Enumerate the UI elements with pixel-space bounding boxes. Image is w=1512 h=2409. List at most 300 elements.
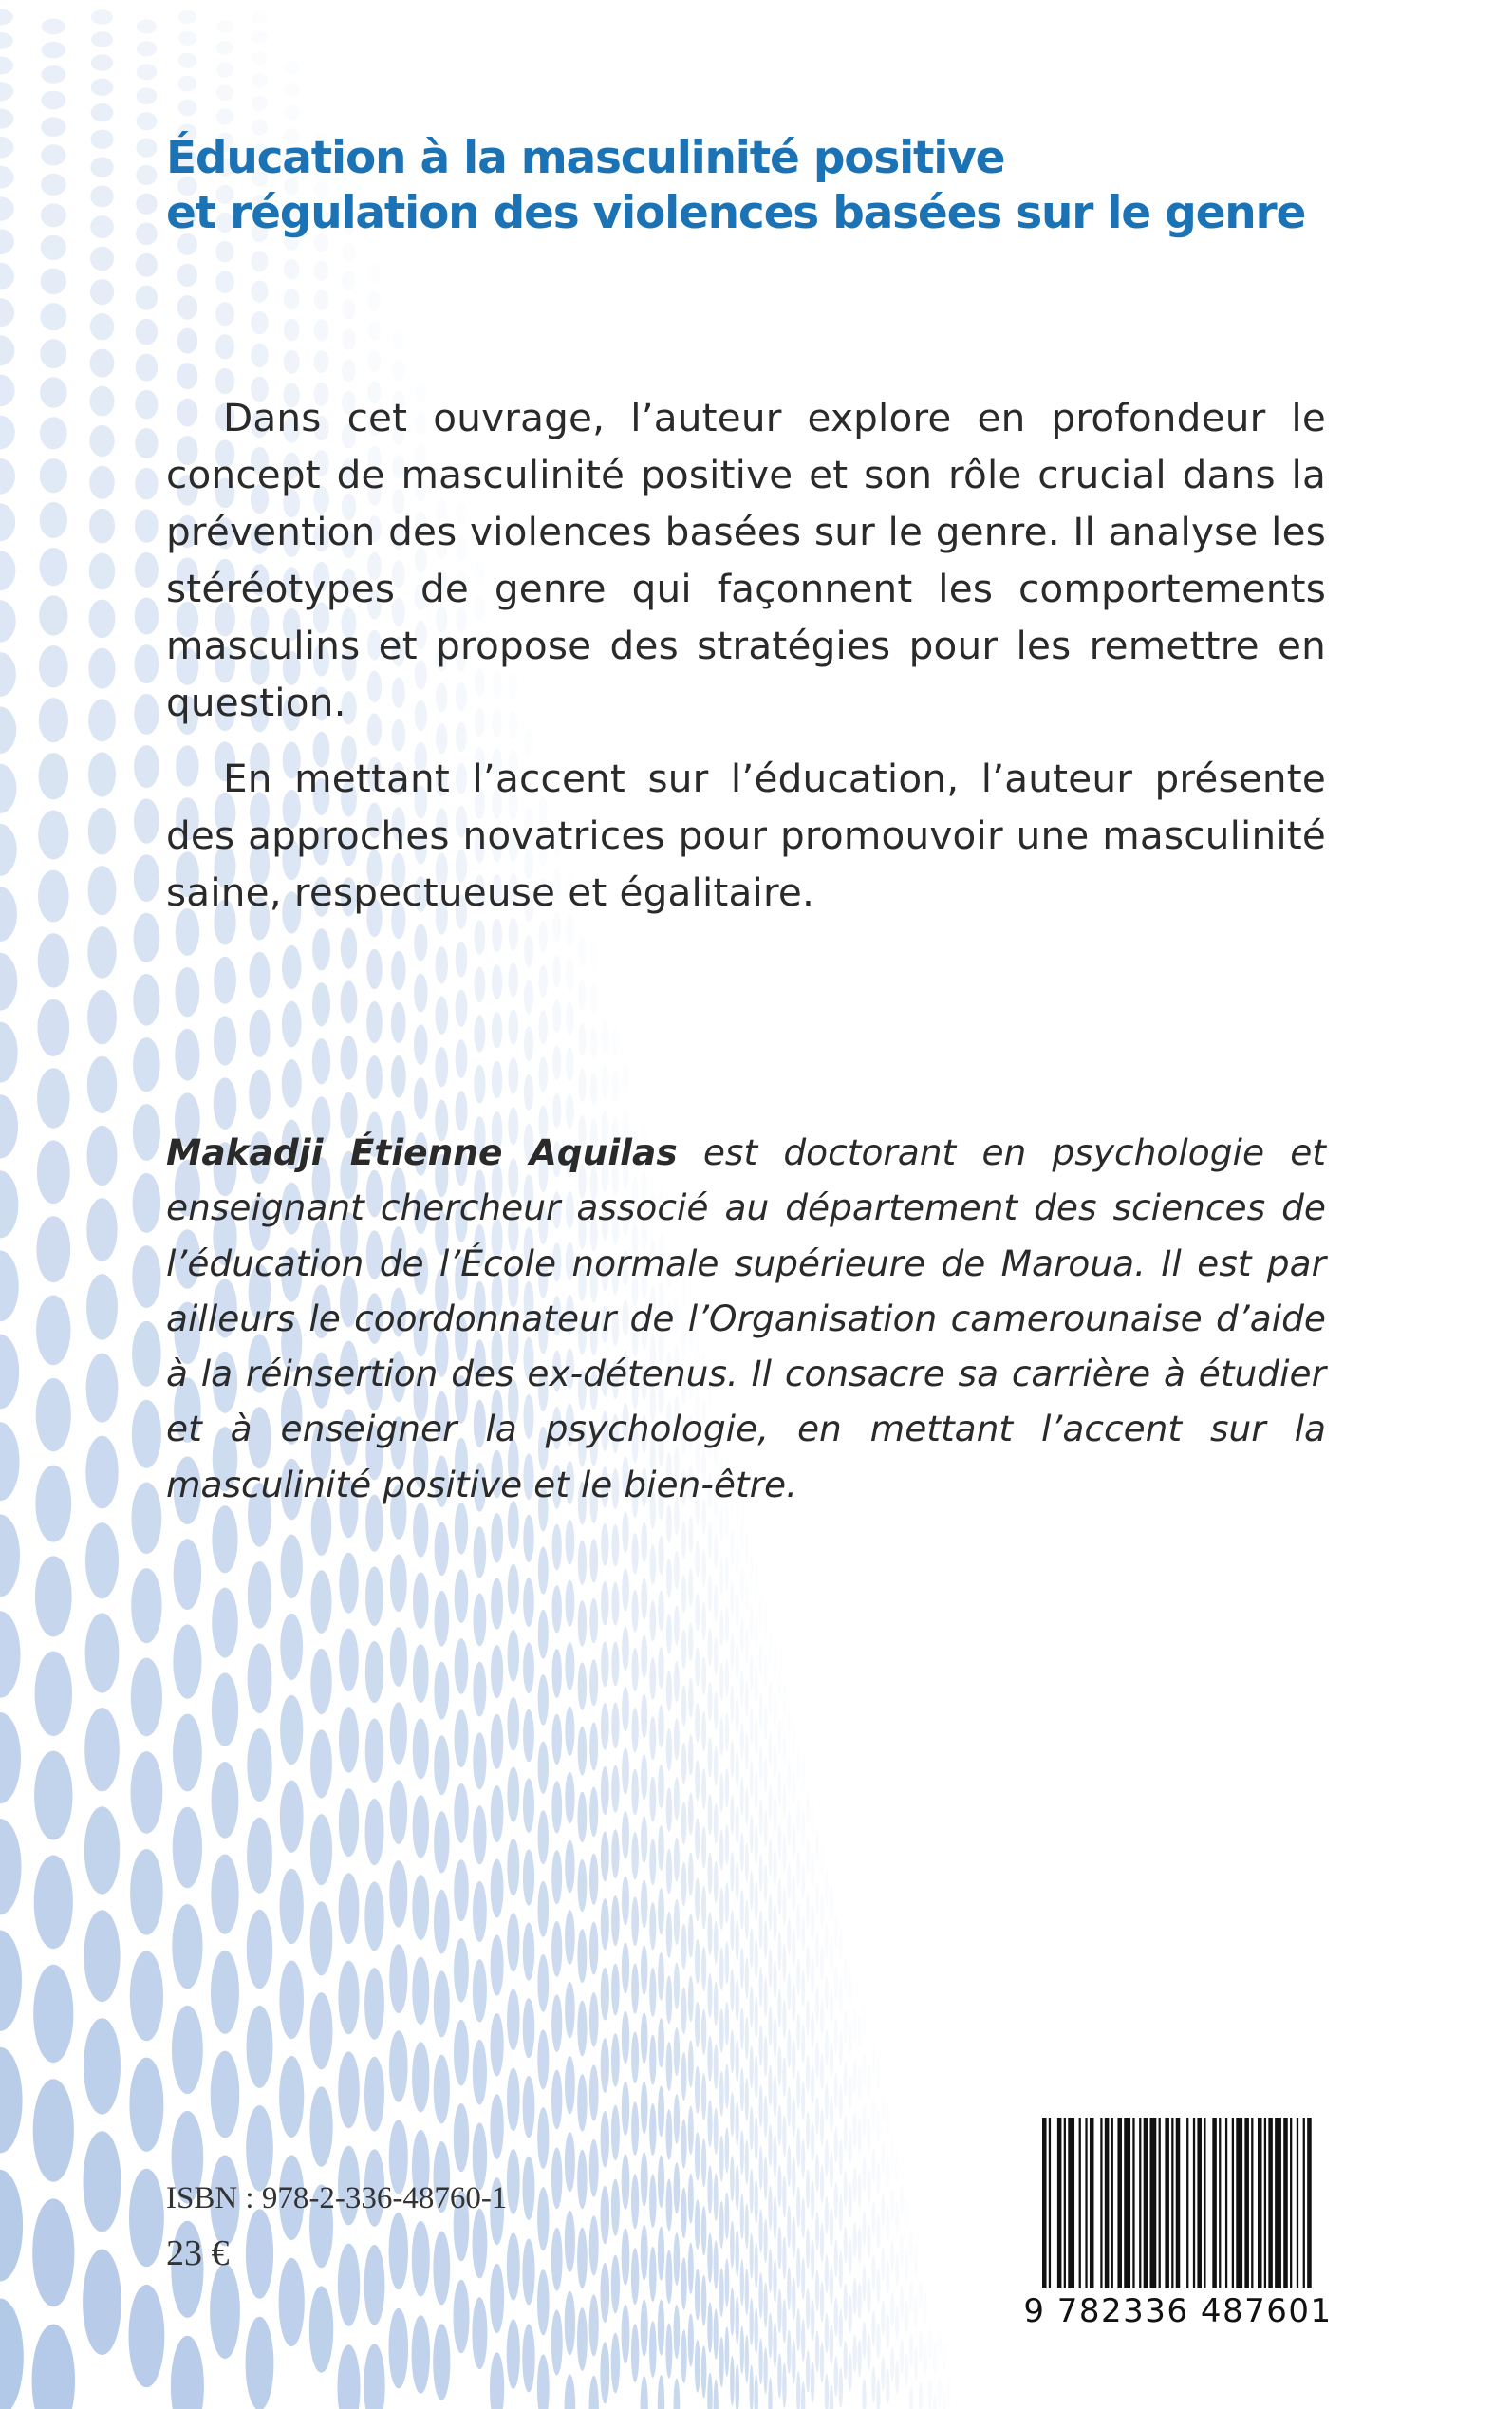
pattern-dot bbox=[867, 2065, 870, 2099]
pattern-dot bbox=[763, 2283, 767, 2328]
pattern-dot bbox=[871, 2045, 875, 2078]
pattern-dot bbox=[764, 1705, 768, 1740]
pattern-dot bbox=[601, 2111, 609, 2167]
pattern-dot bbox=[631, 2248, 639, 2305]
pattern-dot bbox=[658, 2086, 664, 2138]
pattern-dot bbox=[474, 1594, 487, 1647]
pattern-dot bbox=[41, 203, 66, 227]
pattern-dot bbox=[658, 1825, 664, 1871]
pattern-dot bbox=[745, 2269, 749, 2315]
pattern-dot bbox=[701, 1711, 706, 1751]
pattern-dot bbox=[844, 2283, 848, 2321]
pattern-dot bbox=[490, 2352, 504, 2409]
pattern-dot bbox=[919, 2381, 923, 2409]
pattern-dot bbox=[857, 2340, 861, 2378]
pattern-dot bbox=[806, 2350, 810, 2393]
pattern-dot bbox=[707, 2036, 712, 2082]
pattern-dot bbox=[611, 1829, 619, 1878]
pattern-dot bbox=[768, 2064, 772, 2106]
pattern-dot bbox=[0, 1422, 20, 1501]
pattern-dot bbox=[368, 350, 382, 372]
pattern-dot bbox=[284, 319, 300, 342]
pattern-dot bbox=[251, 311, 268, 334]
pattern-dot bbox=[830, 2208, 833, 2246]
pattern-dot bbox=[764, 1920, 768, 1959]
pattern-dot bbox=[433, 2232, 450, 2306]
pattern-dot bbox=[886, 2368, 889, 2403]
pattern-dot bbox=[758, 2338, 762, 2384]
barcode-bar bbox=[1176, 2118, 1181, 2288]
pattern-dot bbox=[839, 2194, 843, 2232]
pattern-dot bbox=[755, 1881, 758, 1920]
pattern-dot bbox=[714, 1920, 719, 1963]
pattern-dot bbox=[844, 2341, 848, 2380]
pattern-dot bbox=[83, 2250, 121, 2355]
pattern-dot bbox=[755, 1667, 758, 1702]
pattern-dot bbox=[839, 2308, 843, 2347]
pattern-dot bbox=[815, 2270, 819, 2311]
pattern-dot bbox=[736, 2230, 739, 2277]
pattern-dot bbox=[740, 1567, 744, 1602]
pattern-dot bbox=[0, 458, 15, 495]
pattern-dot bbox=[338, 2344, 361, 2409]
pattern-dot bbox=[674, 2162, 681, 2213]
pattern-dot bbox=[801, 2197, 805, 2238]
pattern-dot bbox=[284, 61, 299, 75]
pattern-dot bbox=[707, 2302, 712, 2353]
pattern-dot bbox=[755, 1826, 758, 1864]
pattern-dot bbox=[688, 2314, 694, 2367]
pattern-dot bbox=[839, 2368, 843, 2408]
pattern-dot bbox=[280, 1781, 304, 1853]
pattern-dot bbox=[492, 1061, 502, 1099]
pattern-dot bbox=[755, 2243, 758, 2288]
pattern-dot bbox=[173, 1807, 202, 1889]
pattern-dot bbox=[740, 1618, 744, 1654]
price-label: 23 € bbox=[166, 2233, 230, 2273]
pattern-dot bbox=[0, 1170, 18, 1238]
pattern-dot bbox=[390, 1555, 407, 1612]
pattern-dot bbox=[35, 1556, 72, 1636]
pattern-dot bbox=[871, 2310, 875, 2346]
pattern-dot bbox=[806, 1892, 810, 1927]
pattern-dot bbox=[740, 1518, 744, 1552]
pattern-dot bbox=[177, 295, 197, 320]
pattern-dot bbox=[0, 1094, 18, 1158]
pattern-dot bbox=[736, 1643, 739, 1679]
pattern-dot bbox=[631, 1648, 638, 1691]
pattern-dot bbox=[473, 1662, 486, 1717]
pattern-dot bbox=[631, 2031, 639, 2083]
pattern-dot bbox=[0, 1611, 21, 1698]
pattern-dot bbox=[84, 1806, 120, 1894]
pattern-dot bbox=[632, 1533, 639, 1574]
pattern-dot bbox=[750, 1986, 754, 2027]
pattern-dot bbox=[688, 1622, 693, 1661]
pattern-dot bbox=[708, 1794, 713, 1835]
pattern-dot bbox=[714, 1691, 719, 1730]
pattern-dot bbox=[508, 1564, 519, 1615]
pattern-dot bbox=[136, 165, 157, 185]
pattern-dot bbox=[41, 65, 65, 84]
pattern-dot bbox=[825, 2083, 829, 2120]
pattern-dot bbox=[252, 251, 269, 271]
pattern-dot bbox=[820, 2282, 824, 2322]
pattern-dot bbox=[566, 1047, 574, 1081]
pattern-dot bbox=[492, 964, 502, 999]
pattern-dot bbox=[539, 1010, 549, 1044]
pattern-dot bbox=[708, 1912, 713, 1955]
pattern-dot bbox=[736, 1750, 739, 1788]
pattern-dot bbox=[565, 2291, 575, 2355]
barcode-bar bbox=[1105, 2118, 1110, 2288]
pattern-dot bbox=[491, 1714, 503, 1769]
pattern-dot bbox=[622, 2229, 630, 2286]
pattern-dot bbox=[681, 1924, 687, 1970]
pattern-dot bbox=[782, 2299, 786, 2343]
pattern-dot bbox=[649, 2321, 657, 2378]
pattern-dot bbox=[768, 2312, 772, 2358]
pattern-dot bbox=[565, 1707, 574, 1756]
pattern-dot bbox=[736, 1805, 739, 1844]
pattern-dot bbox=[792, 2340, 795, 2383]
pattern-dot bbox=[523, 1578, 534, 1627]
pattern-dot bbox=[392, 360, 404, 382]
pattern-dot bbox=[0, 1819, 22, 1914]
pattern-dot bbox=[631, 1964, 639, 2014]
pattern-dot bbox=[601, 1968, 609, 2021]
pattern-dot bbox=[792, 1771, 795, 1805]
pattern-dot bbox=[631, 1769, 639, 1816]
pattern-dot bbox=[0, 652, 16, 697]
pattern-dot bbox=[909, 2231, 913, 2262]
pattern-dot bbox=[867, 2117, 870, 2151]
pattern-dot bbox=[565, 1772, 574, 1823]
pattern-dot bbox=[34, 1751, 72, 1840]
pattern-dot bbox=[537, 2107, 549, 2169]
pattern-dot bbox=[649, 2247, 657, 2302]
pattern-dot bbox=[507, 1767, 519, 1822]
pattern-dot bbox=[90, 247, 114, 271]
pattern-dot bbox=[36, 1378, 71, 1451]
pattern-dot bbox=[89, 600, 116, 639]
pattern-dot bbox=[681, 1802, 687, 1845]
pattern-dot bbox=[725, 2127, 730, 2174]
pattern-dot bbox=[412, 1875, 429, 1940]
pattern-dot bbox=[777, 2289, 781, 2334]
pattern-dot bbox=[853, 2060, 857, 2094]
pattern-dot bbox=[759, 1854, 763, 1892]
isbn-label: ISBN : 978-2-336-48760-1 bbox=[166, 2181, 508, 2215]
pattern-dot bbox=[551, 1781, 562, 1833]
pattern-dot bbox=[342, 299, 356, 320]
pattern-dot bbox=[815, 1830, 819, 1864]
pattern-dot bbox=[537, 1954, 549, 2012]
pattern-dot bbox=[801, 2319, 805, 2362]
pattern-dot bbox=[730, 2288, 735, 2336]
book-title-line-2: et régulation des violences basées sur le genre bbox=[166, 187, 1306, 239]
barcode-bar bbox=[1219, 2118, 1221, 2288]
pattern-dot bbox=[815, 1987, 819, 2023]
pattern-dot bbox=[578, 1069, 586, 1102]
pattern-dot bbox=[390, 1702, 407, 1764]
pattern-dot bbox=[815, 2154, 819, 2193]
pattern-dot bbox=[611, 1641, 619, 1686]
pattern-dot bbox=[768, 2378, 772, 2409]
pattern-dot bbox=[750, 1871, 754, 1911]
pattern-dot bbox=[844, 2226, 848, 2263]
pattern-dot bbox=[774, 1642, 777, 1676]
pattern-dot bbox=[777, 2105, 781, 2146]
pattern-dot bbox=[491, 2013, 504, 2076]
pattern-dot bbox=[40, 417, 67, 449]
barcode-bar bbox=[1079, 2118, 1081, 2288]
pattern-dot bbox=[730, 2029, 734, 2073]
pattern-dot bbox=[85, 1613, 120, 1692]
pattern-dot bbox=[750, 1928, 754, 1969]
pattern-dot bbox=[90, 349, 115, 378]
pattern-dot bbox=[773, 2076, 776, 2117]
pattern-dot bbox=[414, 974, 427, 1013]
pattern-dot bbox=[736, 1592, 739, 1627]
pattern-dot bbox=[755, 2375, 758, 2409]
pattern-dot bbox=[681, 1522, 686, 1559]
pattern-dot bbox=[740, 2130, 744, 2175]
pattern-dot bbox=[708, 1682, 713, 1721]
pattern-dot bbox=[507, 2232, 520, 2300]
pattern-dot bbox=[801, 2082, 805, 2120]
pattern-dot bbox=[622, 2305, 630, 2363]
pattern-dot bbox=[787, 1917, 791, 1954]
pattern-dot bbox=[132, 1245, 160, 1308]
pattern-dot bbox=[174, 1539, 202, 1610]
pattern-dot bbox=[491, 1578, 503, 1630]
pattern-dot bbox=[849, 2295, 852, 2333]
pattern-dot bbox=[435, 1522, 449, 1576]
pattern-dot bbox=[701, 2206, 707, 2255]
pattern-dot bbox=[389, 2030, 408, 2102]
pattern-dot bbox=[314, 289, 329, 310]
pattern-dot bbox=[708, 1575, 713, 1612]
pattern-dot bbox=[730, 1581, 734, 1617]
pattern-dot bbox=[611, 1895, 620, 1946]
pattern-dot bbox=[551, 2148, 563, 2210]
pattern-dot bbox=[769, 1893, 773, 1931]
pattern-dot bbox=[552, 1092, 561, 1128]
barcode-bar bbox=[1268, 2118, 1273, 2288]
pattern-dot bbox=[473, 1959, 487, 2022]
pattern-dot bbox=[40, 303, 66, 330]
pattern-dot bbox=[853, 2113, 857, 2148]
pattern-dot bbox=[631, 1896, 639, 1946]
pattern-dot bbox=[909, 2282, 913, 2314]
pattern-dot bbox=[695, 2340, 700, 2393]
pattern-dot bbox=[764, 1977, 768, 2017]
pattern-dot bbox=[782, 1944, 786, 1982]
pattern-dot bbox=[552, 1585, 562, 1633]
pattern-dot bbox=[725, 2064, 730, 2108]
pattern-dot bbox=[41, 174, 66, 196]
pattern-dot bbox=[787, 2206, 791, 2248]
pattern-dot bbox=[764, 1757, 768, 1793]
pattern-dot bbox=[42, 42, 65, 59]
pattern-dot bbox=[736, 1861, 739, 1902]
pattern-dot bbox=[339, 1788, 359, 1857]
pattern-dot bbox=[688, 2040, 694, 2087]
pattern-dot bbox=[830, 2042, 833, 2078]
barcode-bar bbox=[1068, 2118, 1074, 2288]
pattern-dot bbox=[736, 1696, 739, 1733]
pattern-dot bbox=[491, 1645, 503, 1698]
pattern-dot bbox=[454, 1783, 468, 1843]
pattern-dot bbox=[764, 1653, 768, 1688]
pattern-dot bbox=[666, 1559, 672, 1598]
pattern-dot bbox=[0, 764, 16, 813]
pattern-dot bbox=[88, 808, 116, 855]
pattern-dot bbox=[806, 2055, 810, 2093]
pattern-dot bbox=[214, 1077, 237, 1130]
pattern-dot bbox=[85, 1522, 119, 1598]
pattern-dot bbox=[129, 2285, 165, 2387]
pattern-dot bbox=[40, 339, 66, 368]
pattern-dot bbox=[565, 2132, 575, 2192]
barcode-bar bbox=[1186, 2118, 1188, 2288]
pattern-dot bbox=[311, 1570, 332, 1634]
pattern-dot bbox=[719, 2201, 724, 2250]
pattern-dot bbox=[792, 1721, 795, 1755]
barcode-bar bbox=[1124, 2118, 1130, 2288]
barcode-bar bbox=[1042, 2118, 1047, 2288]
pattern-dot bbox=[214, 957, 236, 1004]
pattern-dot bbox=[750, 1605, 754, 1640]
pattern-dot bbox=[745, 2335, 749, 2383]
barcode-bar bbox=[1197, 2118, 1202, 2288]
pattern-dot bbox=[820, 2165, 824, 2204]
pattern-dot bbox=[725, 2193, 730, 2240]
pattern-dot bbox=[890, 2240, 894, 2273]
pattern-dot bbox=[87, 1126, 118, 1186]
pattern-dot bbox=[815, 2330, 819, 2372]
pattern-dot bbox=[215, 302, 234, 326]
pattern-dot bbox=[844, 2062, 848, 2097]
pattern-dot bbox=[666, 2178, 673, 2231]
pattern-dot bbox=[928, 2328, 932, 2360]
pattern-dot bbox=[89, 466, 115, 499]
pattern-dot bbox=[90, 386, 115, 417]
pattern-dot bbox=[839, 1978, 843, 2012]
barcode-bars bbox=[1042, 2118, 1314, 2288]
pattern-dot bbox=[251, 344, 268, 368]
pattern-dot bbox=[782, 1889, 786, 1926]
pattern-dot bbox=[755, 2179, 758, 2224]
pattern-dot bbox=[364, 2344, 384, 2409]
pattern-dot bbox=[750, 2169, 754, 2213]
pattern-dot bbox=[130, 1849, 163, 1935]
pattern-dot bbox=[933, 2342, 937, 2372]
pattern-dot bbox=[436, 996, 449, 1035]
pattern-dot bbox=[774, 1904, 777, 1942]
pattern-dot bbox=[681, 1988, 687, 2035]
pattern-dot bbox=[714, 2309, 719, 2360]
pattern-dot bbox=[745, 2017, 749, 2060]
pattern-dot bbox=[552, 999, 561, 1033]
pattern-dot bbox=[811, 2066, 814, 2104]
pattern-dot bbox=[577, 2228, 588, 2288]
pattern-dot bbox=[764, 1604, 768, 1638]
pattern-dot bbox=[862, 2322, 866, 2359]
pattern-dot bbox=[730, 1852, 734, 1893]
pattern-dot bbox=[820, 2053, 824, 2090]
pattern-dot bbox=[309, 2286, 333, 2372]
pattern-dot bbox=[815, 2097, 819, 2135]
pattern-dot bbox=[87, 926, 116, 979]
pattern-dot bbox=[247, 1728, 271, 1802]
pattern-dot bbox=[759, 1693, 763, 1729]
pattern-dot bbox=[0, 335, 14, 365]
pattern-dot bbox=[472, 2297, 487, 2369]
barcode bbox=[1023, 2102, 1333, 2340]
book-summary bbox=[166, 389, 1326, 940]
pattern-dot bbox=[35, 1466, 71, 1542]
pattern-dot bbox=[310, 1901, 333, 1975]
pattern-dot bbox=[796, 2187, 800, 2228]
pattern-dot bbox=[740, 1948, 744, 1989]
pattern-dot bbox=[674, 1551, 680, 1590]
pattern-dot bbox=[312, 982, 330, 1026]
pattern-dot bbox=[611, 2255, 620, 2314]
pattern-dot bbox=[658, 2300, 664, 2355]
book-title bbox=[166, 131, 1400, 241]
barcode-bar bbox=[1117, 2118, 1122, 2288]
pattern-dot bbox=[834, 2356, 838, 2396]
pattern-dot bbox=[641, 1946, 647, 1995]
pattern-dot bbox=[881, 2141, 885, 2175]
barcode-bar bbox=[1275, 2118, 1281, 2288]
pattern-dot bbox=[32, 2325, 75, 2409]
pattern-dot bbox=[178, 10, 196, 24]
pattern-dot bbox=[755, 1996, 758, 2038]
pattern-dot bbox=[674, 1838, 680, 1882]
pattern-dot bbox=[825, 2313, 829, 2353]
pattern-dot bbox=[681, 1862, 687, 1907]
pattern-dot bbox=[701, 2345, 707, 2398]
barcode-bar bbox=[1159, 2118, 1161, 2288]
barcode-bar bbox=[1212, 2118, 1217, 2288]
pattern-dot bbox=[590, 1028, 598, 1060]
pattern-dot bbox=[473, 1805, 486, 1864]
pattern-dot bbox=[589, 1922, 598, 1975]
pattern-dot bbox=[890, 2346, 894, 2381]
pattern-dot bbox=[782, 2236, 786, 2279]
pattern-dot bbox=[137, 112, 158, 130]
pattern-dot bbox=[281, 1535, 303, 1598]
pattern-dot bbox=[523, 2076, 535, 2138]
pattern-dot bbox=[632, 1590, 639, 1633]
pattern-dot bbox=[714, 1584, 718, 1621]
pattern-dot bbox=[0, 9, 13, 26]
pattern-dot bbox=[507, 2068, 520, 2131]
pattern-dot bbox=[730, 1531, 734, 1566]
pattern-dot bbox=[250, 952, 271, 998]
pattern-dot bbox=[792, 1929, 795, 1966]
pattern-dot bbox=[719, 1717, 723, 1756]
pattern-dot bbox=[815, 2212, 819, 2251]
pattern-dot bbox=[736, 2296, 739, 2344]
pattern-dot bbox=[830, 2384, 833, 2409]
pattern-dot bbox=[0, 824, 17, 876]
pattern-dot bbox=[589, 1854, 598, 1905]
pattern-dot bbox=[725, 2326, 730, 2377]
